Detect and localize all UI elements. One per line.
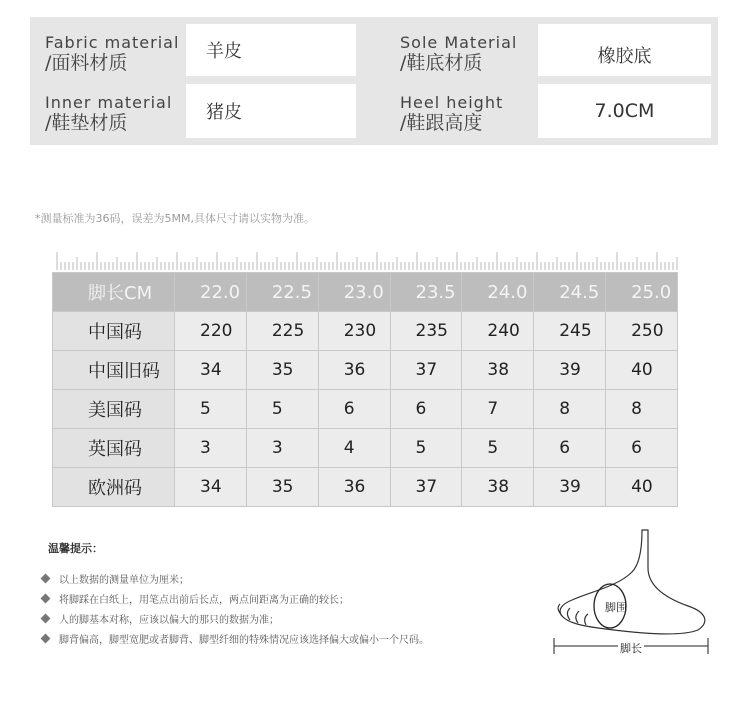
sole-material-value: 橡胶底 — [597, 46, 652, 67]
foot-length-label: 脚长 — [620, 642, 642, 655]
heel-height-value-box — [538, 84, 711, 138]
sole-material-en: Sole Material — [400, 33, 518, 52]
table-cell: 38 — [462, 351, 534, 390]
heel-height-label — [400, 93, 535, 133]
header-cell: 24.0 — [462, 273, 534, 312]
table-row — [53, 429, 678, 468]
diamond-bullet-icon — [41, 614, 51, 624]
row-label: 欧洲码 — [53, 468, 175, 507]
row-label: 美国码 — [53, 390, 175, 429]
tip-text: 以上数据的测量单位为厘米； — [59, 575, 189, 586]
foot-outline-icon — [558, 530, 705, 634]
table-cell: 230 — [318, 312, 390, 351]
table-cell: 39 — [534, 468, 606, 507]
table-cell: 35 — [246, 351, 318, 390]
header-cell: 23.0 — [318, 273, 390, 312]
header-cell: 25.0 — [606, 273, 678, 312]
table-cell: 40 — [606, 468, 678, 507]
tip-text: 脚背偏高，脚型宽肥或者脚背、脚型纤细的特殊情况应该选择偏大或偏小一个尺码。 — [59, 635, 429, 646]
table-cell: 5 — [390, 429, 462, 468]
header-cell: 22.5 — [246, 273, 318, 312]
row-label: 英国码 — [53, 429, 175, 468]
tip-text: 人的脚基本对称，应该以偏大的那只的数据为准； — [59, 615, 279, 626]
fabric-material-value-box — [186, 24, 356, 76]
table-row — [53, 468, 678, 507]
header-cell: 23.5 — [390, 273, 462, 312]
tip-text: 将脚踩在白纸上，用笔点出前后长点，两点间距离为正确的较长； — [59, 595, 349, 606]
ruler-graphic — [56, 250, 678, 270]
table-cell: 36 — [318, 468, 390, 507]
foot-girth-label: 脚围 — [605, 601, 627, 614]
table-cell: 245 — [534, 312, 606, 351]
heel-height-value: 7.0CM — [594, 100, 655, 122]
table-cell: 38 — [462, 468, 534, 507]
heel-height-zh: /鞋跟高度 — [400, 112, 483, 134]
table-cell: 235 — [390, 312, 462, 351]
table-cell: 4 — [318, 429, 390, 468]
table-cell: 250 — [606, 312, 678, 351]
table-cell: 5 — [462, 429, 534, 468]
table-cell: 40 — [606, 351, 678, 390]
table-cell: 34 — [175, 351, 247, 390]
tip-item — [42, 571, 189, 586]
inner-material-zh: /鞋垫材质 — [45, 112, 128, 134]
fabric-material-en: Fabric material — [45, 33, 180, 52]
row-label: 中国旧码 — [53, 351, 175, 390]
table-cell: 8 — [534, 390, 606, 429]
fabric-material-label — [45, 33, 185, 73]
table-cell: 6 — [534, 429, 606, 468]
sole-material-label — [400, 33, 535, 73]
table-cell: 37 — [390, 468, 462, 507]
table-cell: 6 — [606, 429, 678, 468]
size-table-header-row — [53, 273, 678, 312]
table-cell: 36 — [318, 351, 390, 390]
header-cell: 22.0 — [175, 273, 247, 312]
inner-material-value-box — [186, 84, 356, 138]
table-cell: 35 — [246, 468, 318, 507]
inner-material-en: Inner material — [45, 93, 173, 112]
row-label: 中国码 — [53, 312, 175, 351]
table-cell: 37 — [390, 351, 462, 390]
table-cell: 3 — [175, 429, 247, 468]
table-row — [53, 390, 678, 429]
table-cell: 7 — [462, 390, 534, 429]
heel-height-en: Heel height — [400, 93, 504, 112]
table-cell: 220 — [175, 312, 247, 351]
table-cell: 240 — [462, 312, 534, 351]
diamond-bullet-icon — [41, 574, 51, 584]
tips-title: 温馨提示： — [48, 542, 103, 555]
table-cell: 3 — [246, 429, 318, 468]
tip-item — [42, 591, 349, 606]
table-cell: 5 — [246, 390, 318, 429]
fabric-material-zh: /面料材质 — [45, 52, 128, 74]
table-cell: 5 — [175, 390, 247, 429]
sole-material-zh: /鞋底材质 — [400, 52, 483, 74]
table-cell: 34 — [175, 468, 247, 507]
diamond-bullet-icon — [41, 634, 51, 644]
table-cell: 6 — [318, 390, 390, 429]
header-cell: 24.5 — [534, 273, 606, 312]
table-row — [53, 351, 678, 390]
foot-measure-diagram — [548, 528, 718, 658]
table-cell: 225 — [246, 312, 318, 351]
header-cell: 脚长CM — [53, 273, 175, 312]
diamond-bullet-icon — [41, 594, 51, 604]
table-cell: 39 — [534, 351, 606, 390]
measurement-note: *测量标准为36码，误差为5MM,具体尺寸请以实物为准。 — [35, 212, 315, 225]
tip-item — [42, 611, 279, 626]
sole-material-value-box — [538, 24, 711, 76]
inner-material-label — [45, 93, 185, 133]
table-cell: 8 — [606, 390, 678, 429]
tip-item — [42, 631, 429, 646]
table-cell: 6 — [390, 390, 462, 429]
fabric-material-value: 羊皮 — [206, 41, 242, 62]
size-table — [52, 272, 678, 507]
table-row — [53, 312, 678, 351]
inner-material-value: 猪皮 — [206, 102, 242, 123]
